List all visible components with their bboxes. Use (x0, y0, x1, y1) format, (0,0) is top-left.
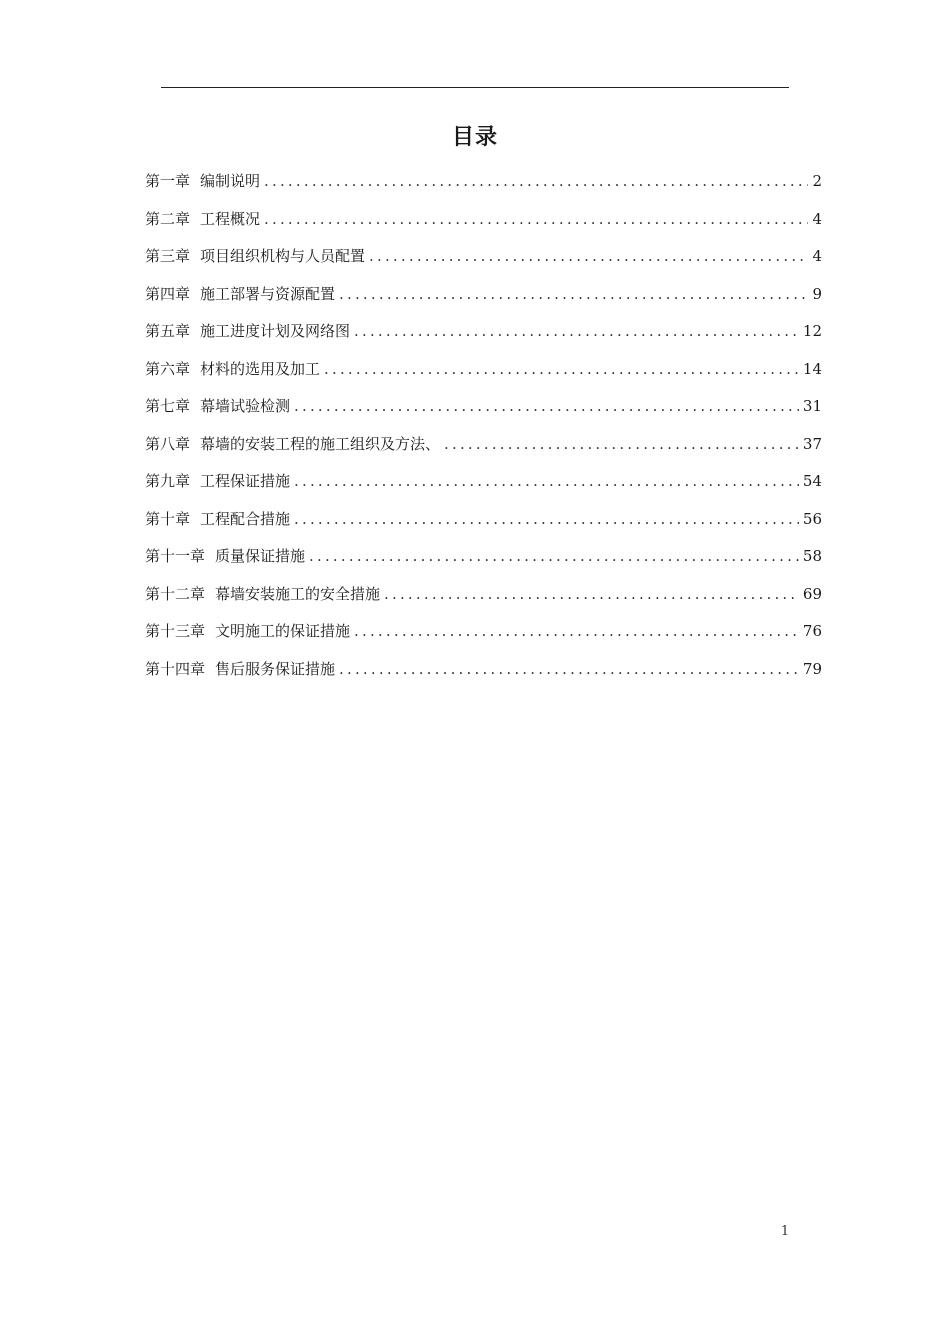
toc-entry[interactable] (145, 542, 822, 580)
toc-dot-leader (264, 205, 808, 233)
toc-dot-leader (339, 655, 799, 683)
toc-chapter-label: 第四章 (145, 284, 191, 303)
toc-chapter-label: 第十三章 (145, 622, 206, 640)
toc-entry-title: 幕墙试验检测 (200, 397, 291, 415)
toc-entry[interactable] (145, 430, 822, 468)
toc-entry[interactable] (145, 467, 822, 505)
toc-entry-title: 工程概况 (200, 209, 261, 228)
toc-entry-title: 施工部署与资源配置 (200, 284, 336, 303)
toc-chapter-label: 第六章 (145, 359, 191, 378)
toc-page-number: 37 (802, 434, 822, 453)
toc-dot-leader (294, 467, 799, 495)
toc-chapter-label: 第五章 (145, 322, 191, 340)
toc-chapter-label: 第十一章 (145, 547, 206, 565)
toc-chapter-label: 第十二章 (145, 584, 206, 603)
toc-entry[interactable] (145, 355, 822, 393)
header-rule (161, 87, 789, 88)
toc-entry-title: 工程配合措施 (200, 509, 291, 528)
toc-chapter-label: 第三章 (145, 247, 191, 265)
toc-entry-title: 幕墙的安装工程的施工组织及方法、 (200, 434, 441, 453)
toc-chapter-label: 第一章 (145, 172, 191, 190)
toc-entry[interactable] (145, 617, 822, 655)
page-footer-number: 1 (780, 1224, 790, 1239)
toc-page-number: 4 (812, 209, 822, 228)
toc-page-number: 4 (812, 247, 822, 265)
toc-entry[interactable] (145, 167, 822, 205)
toc-page-number: 69 (802, 584, 822, 603)
toc-dot-leader (264, 167, 808, 195)
toc-entry[interactable] (145, 655, 822, 693)
toc-entry-title: 材料的选用及加工 (200, 359, 321, 378)
toc-entry-title: 编制说明 (200, 172, 261, 190)
toc-page-number: 2 (812, 172, 822, 190)
table-of-contents (145, 167, 822, 692)
toc-page-number: 58 (802, 547, 822, 565)
toc-dot-leader (384, 580, 799, 608)
toc-entry-title: 施工进度计划及网络图 (200, 322, 351, 340)
toc-page-number: 56 (802, 509, 822, 528)
toc-page-number: 76 (802, 622, 822, 640)
toc-page-number: 14 (802, 359, 822, 378)
toc-page-number: 12 (802, 322, 822, 340)
toc-entry[interactable] (145, 392, 822, 430)
toc-chapter-label: 第十章 (145, 509, 191, 528)
toc-dot-leader (354, 317, 799, 345)
toc-page-number: 9 (812, 284, 822, 303)
toc-dot-leader (354, 617, 799, 645)
toc-page-number: 79 (802, 659, 822, 678)
toc-entry-title: 工程保证措施 (200, 472, 291, 490)
toc-page-number: 31 (802, 397, 822, 415)
toc-entry-title: 项目组织机构与人员配置 (200, 247, 366, 265)
toc-dot-leader (309, 542, 799, 570)
toc-entry[interactable] (145, 580, 822, 618)
toc-entry-title: 文明施工的保证措施 (215, 622, 351, 640)
toc-dot-leader (324, 355, 799, 383)
toc-entry-title: 售后服务保证措施 (215, 659, 336, 678)
toc-dot-leader (294, 392, 799, 420)
toc-chapter-label: 第十四章 (145, 659, 206, 678)
toc-dot-leader (294, 505, 799, 533)
toc-entry[interactable] (145, 280, 822, 318)
toc-entry[interactable] (145, 317, 822, 355)
toc-entry[interactable] (145, 242, 822, 280)
toc-chapter-label: 第二章 (145, 209, 191, 228)
toc-entry[interactable] (145, 205, 822, 243)
toc-chapter-label: 第九章 (145, 472, 191, 490)
toc-entry-title: 幕墙安装施工的安全措施 (215, 584, 381, 603)
toc-entry-title: 质量保证措施 (215, 547, 306, 565)
toc-dot-leader (444, 430, 799, 458)
toc-chapter-label: 第七章 (145, 397, 191, 415)
page-title: 目录 (451, 125, 498, 150)
toc-page-number: 54 (802, 472, 822, 490)
toc-entry[interactable] (145, 505, 822, 543)
toc-dot-leader (339, 280, 808, 308)
toc-chapter-label: 第八章 (145, 434, 191, 453)
toc-dot-leader (369, 242, 808, 270)
